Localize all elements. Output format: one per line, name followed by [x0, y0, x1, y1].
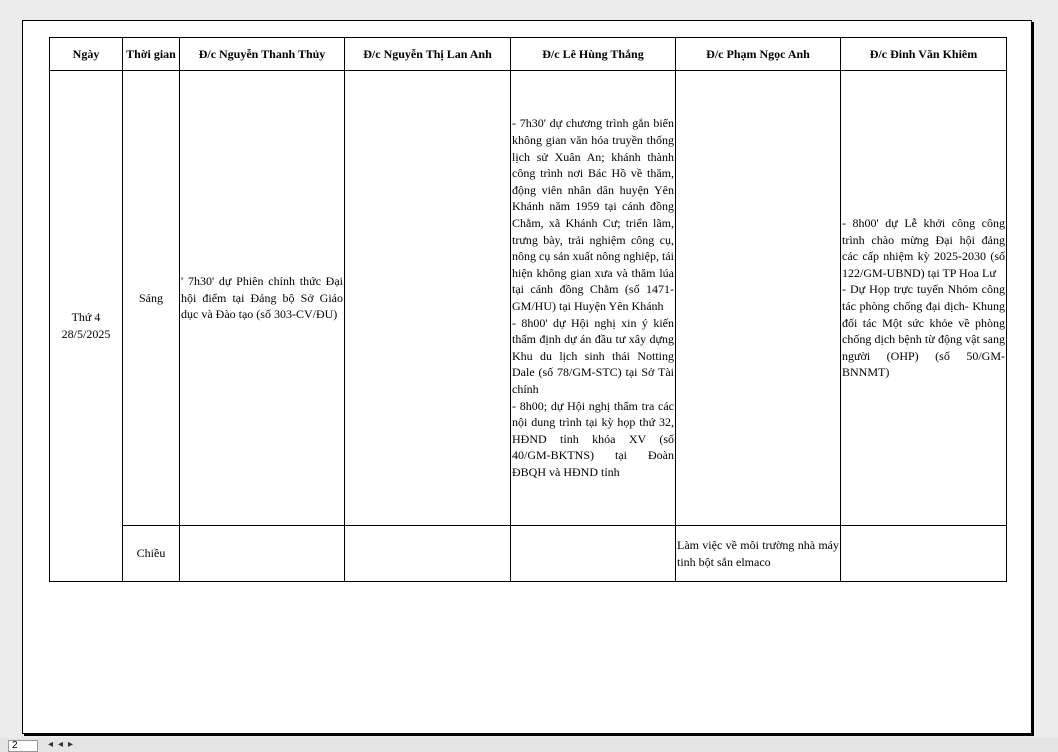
page-number-input[interactable]: 2	[8, 740, 38, 752]
cell-afternoon-dinh-van-khiem	[841, 526, 1007, 582]
list-item: - 8h00' dự Lễ khởi công công trình chào mừng Đại hội đảng các cấp nhiệm kỳ 2025-2030 (số 122/GM-UBND) tại TP Hoa Lư	[842, 216, 1005, 280]
weekday: Thứ 4	[71, 310, 101, 325]
header-row	[50, 38, 1007, 71]
prev-page-icon[interactable]: ◂	[58, 739, 64, 750]
day-cell	[50, 71, 123, 582]
list-item: - 8h00; dự Hội nghị thẩm tra các nội dung trình tại kỳ họp thứ 32, HĐND tỉnh khóa XV (số 40/GM-BKTNS) tại Đoàn ĐBQH và HĐND tỉnh	[512, 398, 674, 479]
first-page-icon[interactable]: ◂	[48, 739, 54, 750]
table-row-afternoon	[50, 526, 1007, 582]
cell-afternoon-le-hung-thang	[511, 526, 676, 582]
schedule-table	[49, 37, 1007, 582]
cell-afternoon-nguyen-thi-lan-anh	[345, 526, 511, 582]
header-time: Thời gian	[123, 38, 180, 71]
cell-afternoon-nguyen-thanh-thuy	[180, 526, 345, 582]
time-morning: Sáng	[123, 71, 180, 526]
date: 28/5/2025	[61, 327, 111, 341]
header-dinh-van-khiem: Đ/c Đinh Văn Khiêm	[841, 38, 1007, 71]
header-le-hung-thang: Đ/c Lê Hùng Thắng	[511, 38, 676, 71]
cell-morning-le-hung-thang	[511, 71, 676, 526]
status-bar	[0, 738, 1058, 752]
header-nguyen-thi-lan-anh: Đ/c Nguyễn Thị Lan Anh	[345, 38, 511, 71]
next-page-icon[interactable]: ▸	[68, 739, 74, 750]
cell-morning-pham-ngoc-anh	[676, 71, 841, 526]
list-item: - 7h30' dự chương trình gắn biển không gian văn hóa truyền thống lịch sử Xuân An; khánh thành công trình nơi Bác Hồ về thăm, động viên nhân dân huyện Yên Khánh năm 1959 tại cánh đồng Chằm, xã Khánh Cư; triển lãm, trưng bày, trải nghiệm công cụ, nông cụ sản xuất nông nghiệp, tái hiện không gian xưa và thăm lúa tại cánh đồng Chằm (số 1471-GM/HU) tại Huyện Yên Khánh	[512, 116, 674, 313]
header-nguyen-thanh-thuy: Đ/c Nguyễn Thanh Thủy	[180, 38, 345, 71]
list-item: - Dự Họp trực tuyến Nhóm công tác phòng chống đại dịch- Khung đối tác Một sức khỏe về phòng chống dịch bệnh từ động vật sang người (OHP) (số 50/GM-BNNMT)	[842, 282, 1005, 380]
cell-afternoon-pham-ngoc-anh: Làm việc về môi trường nhà máy tinh bột sắn elmaco	[676, 526, 841, 582]
time-afternoon: Chiều	[123, 526, 180, 582]
document-page	[22, 20, 1032, 734]
cell-morning-nguyen-thanh-thuy: ' 7h30' dự Phiên chính thức Đại hội điểm tại Đảng bộ Sở Giáo dục và Đào tạo (số 303-CV/ĐU)	[180, 71, 345, 526]
header-day: Ngày	[50, 38, 123, 71]
list-item: - 8h00' dự Hội nghị xin ý kiến thẩm định dự án đầu tư xây dựng Khu du lịch sinh thái Notting Dale (số 78/GM-STC) tại Sở Tài chính	[512, 315, 674, 396]
header-pham-ngoc-anh: Đ/c Phạm Ngọc Anh	[676, 38, 841, 71]
cell-morning-nguyen-thi-lan-anh	[345, 71, 511, 526]
cell-morning-dinh-van-khiem	[841, 71, 1007, 526]
table-row-morning	[50, 71, 1007, 526]
